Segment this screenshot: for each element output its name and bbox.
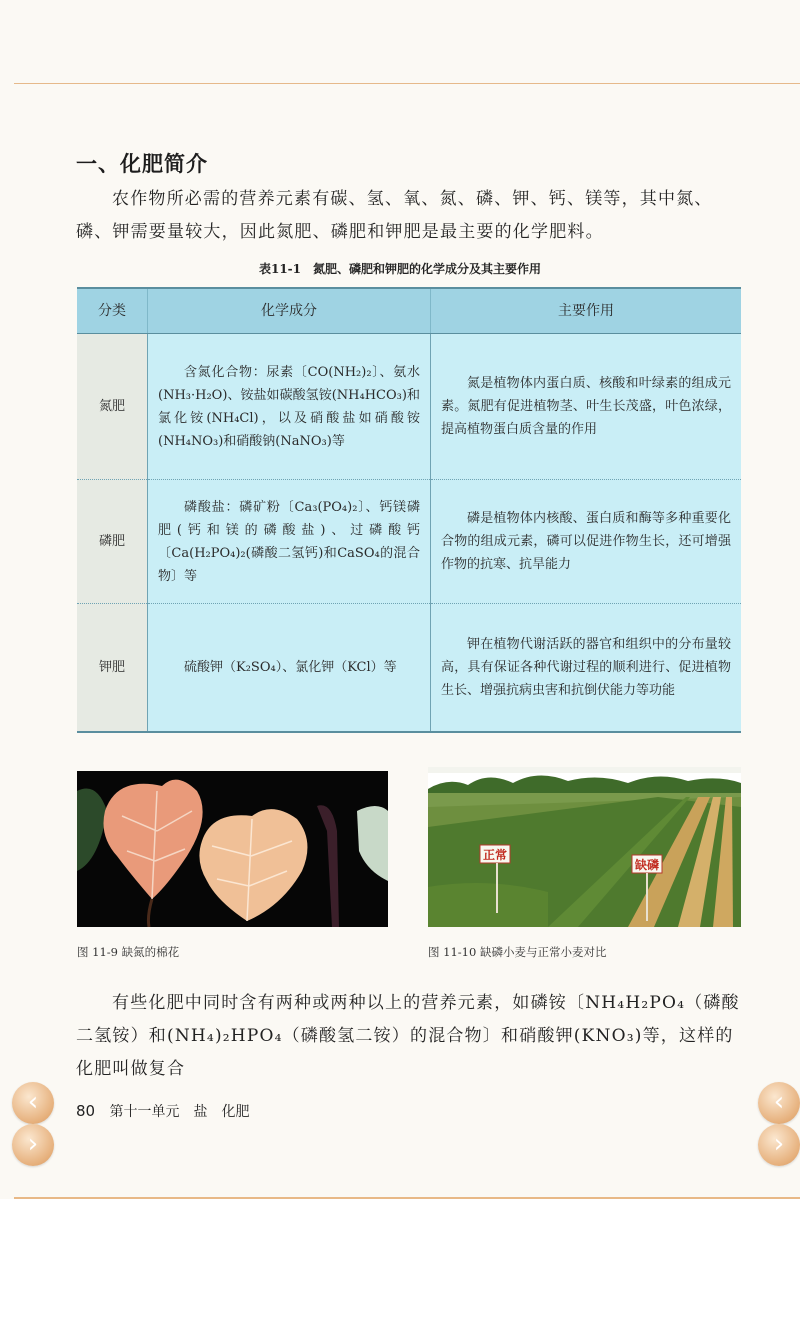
sign-deficient: 缺磷: [634, 858, 660, 872]
section-heading: 一、化肥简介: [76, 152, 208, 176]
chevron-up-icon: ‹: [773, 1087, 785, 1117]
table-row: [77, 480, 741, 604]
top-divider: [14, 83, 800, 84]
table-row: [77, 604, 741, 732]
next-page-button-right[interactable]: [758, 1124, 800, 1166]
next-page-button[interactable]: [12, 1124, 54, 1166]
chevron-up-icon: ‹: [27, 1087, 39, 1117]
page-footer: [76, 1101, 250, 1121]
prev-page-button-right[interactable]: [758, 1082, 800, 1124]
table-row: [77, 334, 741, 480]
table-header-row: [77, 288, 741, 334]
row-function: 钾在植物代谢活跃的器官和组织中的分布量较高，具有保证各种代谢过程的顺利进行、促进植物生长、增强抗病虫害和抗倒伏能力等功能: [431, 604, 742, 732]
row-function: 氮是植物体内蛋白质、核酸和叶绿素的组成元素。氮肥有促进植物茎、叶生长茂盛，叶色浓绿，提高植物蛋白质含量的作用: [431, 334, 742, 480]
row-category: 氮肥: [77, 334, 148, 480]
row-function: 磷是植物体内核酸、蛋白质和酶等多种重要化合物的组成元素，磷可以促进作物生长，还可增强作物的抗寒、抗旱能力: [431, 480, 742, 604]
figure-11-9-caption: 图 11-9 缺氮的棉花: [77, 945, 180, 959]
compound-fertilizer-paragraph: 有些化肥中同时含有两种或两种以上的营养元素，如磷铵〔NH₄H₂PO₄（磷酸二氢铵）和(NH₄)₂HPO₄（磷酸氢二铵）的混合物〕和硝酸钾(KNO₃)等，这样的化肥叫做复合: [76, 993, 740, 1079]
row-composition: 磷酸盐：磷矿粉〔Ca₃(PO₄)₂〕、钙镁磷肥(钙和镁的磷酸盐)、过磷酸钙〔Ca(H₂PO₄)₂(磷酸二氢钙)和CaSO₄的混合物〕等: [148, 480, 431, 604]
cotton-leaves-illustration: [77, 771, 388, 927]
blank-area: [0, 1199, 800, 1334]
header-composition: 化学成分: [148, 288, 431, 334]
row-composition: 硫酸钾（K₂SO₄）、氯化钾（KCl）等: [148, 604, 431, 732]
chevron-down-icon: ›: [27, 1129, 39, 1159]
figure-11-10-caption: 图 11-10 缺磷小麦与正常小麦对比: [428, 945, 607, 959]
intro-paragraph: 农作物所必需的营养元素有碳、氢、氧、氮、磷、钾、钙、镁等，其中氮、磷、钾需要量较大，因此氮肥、磷肥和钾肥是最主要的化学肥料。: [76, 189, 713, 242]
row-category: 钾肥: [77, 604, 148, 732]
wheat-field-photo: [428, 767, 741, 927]
sign-normal: 正常: [482, 848, 508, 862]
page-number: 80: [76, 1102, 96, 1120]
row-composition: 含氮化合物：尿素〔CO(NH₂)₂〕、氨水(NH₃·H₂O)、铵盐如碳酸氢铵(NH₄HCO₃)和氯化铵(NH₄Cl)，以及硝酸盐如硝酸铵(NH₄NO₃)和硝酸钠(NaNO₃)等: [148, 334, 431, 480]
prev-page-button[interactable]: [12, 1082, 54, 1124]
unit-title: 第十一单元 盐 化肥: [109, 1104, 250, 1120]
cotton-leaves-photo: [77, 771, 388, 927]
row-category: 磷肥: [77, 480, 148, 604]
chevron-down-icon: ›: [773, 1129, 785, 1159]
table-caption: 表11-1 氮肥、磷肥和钾肥的化学成分及其主要作用: [258, 262, 542, 276]
header-category: 分类: [77, 288, 148, 334]
header-function: 主要作用: [431, 288, 742, 334]
wheat-field-illustration: [428, 767, 741, 927]
fertilizer-table: [77, 287, 741, 733]
